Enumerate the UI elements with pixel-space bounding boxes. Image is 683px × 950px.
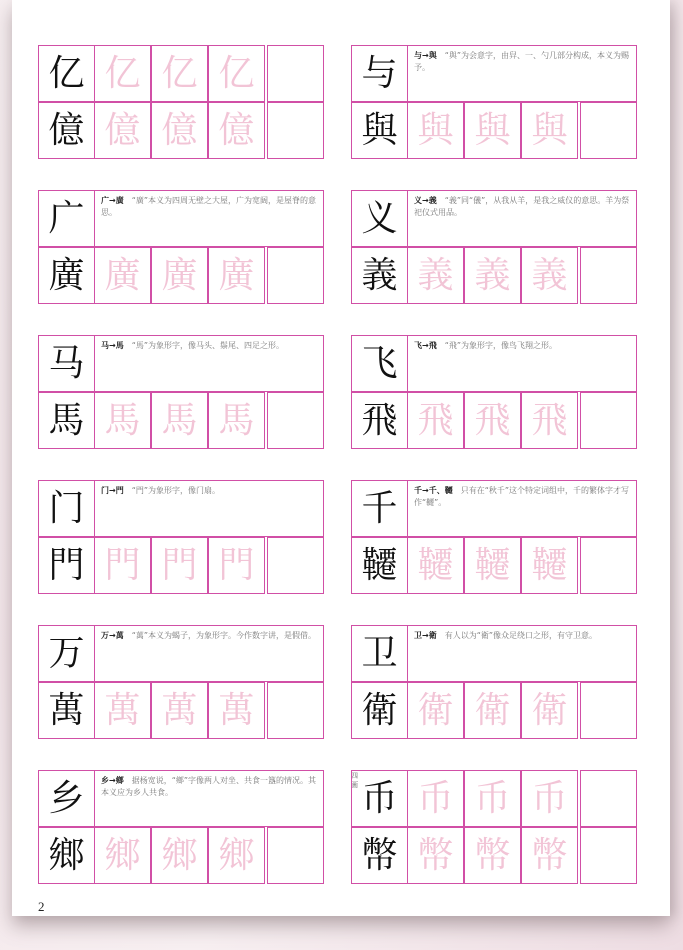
trace-char: 萬 xyxy=(151,682,208,739)
model-char-simplified: 门 xyxy=(38,480,95,537)
trace-char: 萬 xyxy=(94,682,151,739)
trace-char: 币 xyxy=(407,770,464,827)
simplified-row xyxy=(351,335,637,392)
model-char-traditional: 衛 xyxy=(351,682,408,739)
etymology-note xyxy=(407,480,637,537)
trace-char: 萬 xyxy=(208,682,265,739)
model-char-traditional: 馬 xyxy=(38,392,95,449)
model-char-simplified: 币 xyxy=(351,770,408,827)
note-text: “與”为会意字，由舁、一、勺几部分构成，本义为赐予。 xyxy=(414,51,629,72)
empty-practice-cell[interactable] xyxy=(580,682,637,739)
note-text: 据杨宽说，“鄉”字像两人对坐、共食一簋的情况。其本义应为乡人共食。 xyxy=(101,776,316,797)
note-heading: 马→馬 xyxy=(101,341,124,350)
empty-practice-cell[interactable] xyxy=(267,102,324,159)
etymology-note xyxy=(94,335,324,392)
note-text: “馬”为象形字，像马头、鬃尾、四足之形。 xyxy=(131,341,284,350)
traditional-row xyxy=(38,102,324,159)
simplified-row xyxy=(38,480,324,537)
trace-char: 億 xyxy=(94,102,151,159)
trace-char: 韆 xyxy=(407,537,464,594)
trace-char: 鄉 xyxy=(94,827,151,884)
simplified-row xyxy=(351,770,637,827)
note-heading: 门→門 xyxy=(101,486,124,495)
simplified-row xyxy=(38,190,324,247)
traditional-row xyxy=(351,392,637,449)
note-heading: 广→廣 xyxy=(101,196,124,205)
trace-char: 亿 xyxy=(208,45,265,102)
etymology-note xyxy=(407,335,637,392)
trace-char: 廣 xyxy=(151,247,208,304)
etymology-note xyxy=(94,625,324,682)
model-char-simplified: 义 xyxy=(351,190,408,247)
stroke-count-label: 四画 xyxy=(351,772,358,789)
note-text: 有人以为“衛”像众足绕口之形，有守卫意。 xyxy=(444,631,597,640)
model-char-traditional: 鄉 xyxy=(38,827,95,884)
empty-practice-cell[interactable] xyxy=(580,247,637,304)
simplified-row xyxy=(38,770,324,827)
traditional-row xyxy=(38,392,324,449)
trace-char: 幣 xyxy=(464,827,521,884)
model-char-traditional: 廣 xyxy=(38,247,95,304)
simplified-row xyxy=(38,45,324,102)
traditional-row xyxy=(38,247,324,304)
trace-char: 鄉 xyxy=(208,827,265,884)
trace-char: 衛 xyxy=(521,682,578,739)
empty-practice-cell[interactable] xyxy=(580,770,637,827)
model-char-traditional: 幣 xyxy=(351,827,408,884)
empty-practice-cell[interactable] xyxy=(267,682,324,739)
practice-block-yi-righteousness xyxy=(351,190,637,304)
etymology-note xyxy=(407,45,637,102)
trace-char: 韆 xyxy=(521,537,578,594)
model-char-traditional: 飛 xyxy=(351,392,408,449)
model-char-simplified: 亿 xyxy=(38,45,95,102)
note-heading: 卫→衛 xyxy=(414,631,437,640)
note-text: “飛”为象形字，像鸟飞翔之形。 xyxy=(444,341,557,350)
practice-block-bi xyxy=(351,770,637,884)
etymology-note xyxy=(94,190,324,247)
model-char-simplified: 卫 xyxy=(351,625,408,682)
trace-char: 義 xyxy=(407,247,464,304)
etymology-note xyxy=(94,770,324,827)
empty-practice-cell[interactable] xyxy=(267,827,324,884)
trace-char: 與 xyxy=(407,102,464,159)
model-char-simplified: 与 xyxy=(351,45,408,102)
trace-char: 門 xyxy=(208,537,265,594)
note-text: “義”同“儀”，从我从羊，是我之威仪的意思。羊为祭祀仪式用品。 xyxy=(414,196,630,217)
model-char-simplified: 千 xyxy=(351,480,408,537)
trace-char: 亿 xyxy=(94,45,151,102)
traditional-row xyxy=(351,537,637,594)
trace-char: 馬 xyxy=(151,392,208,449)
trace-char: 幣 xyxy=(407,827,464,884)
practice-block-guang xyxy=(38,190,324,304)
etymology-note xyxy=(94,480,324,537)
note-heading: 乡→鄉 xyxy=(101,776,124,785)
practice-block-yi xyxy=(38,45,324,159)
trace-char: 衛 xyxy=(464,682,521,739)
trace-char: 廣 xyxy=(208,247,265,304)
trace-char: 飛 xyxy=(407,392,464,449)
workbook-page xyxy=(12,0,670,916)
trace-char: 亿 xyxy=(151,45,208,102)
model-char-simplified: 万 xyxy=(38,625,95,682)
model-char-traditional: 門 xyxy=(38,537,95,594)
practice-block-ma xyxy=(38,335,324,449)
note-text: “萬”本义为蝎子，为象形字。今作数字讲，是假借。 xyxy=(131,631,316,640)
trace-char: 與 xyxy=(521,102,578,159)
model-char-traditional: 韆 xyxy=(351,537,408,594)
empty-practice-cell[interactable] xyxy=(580,827,637,884)
trace-char: 幣 xyxy=(521,827,578,884)
model-char-simplified: 马 xyxy=(38,335,95,392)
practice-block-wei xyxy=(351,625,637,739)
page-number: 2 xyxy=(38,899,45,914)
trace-char: 億 xyxy=(151,102,208,159)
etymology-note xyxy=(407,190,637,247)
trace-char: 門 xyxy=(94,537,151,594)
trace-char: 飛 xyxy=(521,392,578,449)
trace-char: 馬 xyxy=(94,392,151,449)
trace-char: 币 xyxy=(521,770,578,827)
practice-block-xiang xyxy=(38,770,324,884)
empty-practice-cell[interactable] xyxy=(580,392,637,449)
simplified-row xyxy=(351,480,637,537)
trace-char: 币 xyxy=(464,770,521,827)
empty-practice-cell[interactable] xyxy=(267,537,324,594)
note-heading: 与→與 xyxy=(414,51,437,60)
model-char-simplified: 飞 xyxy=(351,335,408,392)
empty-practice-cell[interactable] xyxy=(267,247,324,304)
trace-char: 門 xyxy=(151,537,208,594)
empty-practice-cell[interactable] xyxy=(267,45,324,102)
model-char-simplified: 广 xyxy=(38,190,95,247)
model-char-simplified: 乡 xyxy=(38,770,95,827)
note-text: “廣”本义为四周无壁之大屋，广为宽阔，是屋脊的意思。 xyxy=(101,196,316,217)
traditional-row xyxy=(351,827,637,884)
note-heading: 义→義 xyxy=(414,196,437,205)
trace-char: 義 xyxy=(521,247,578,304)
traditional-row xyxy=(38,537,324,594)
empty-practice-cell[interactable] xyxy=(580,102,637,159)
practice-block-qian xyxy=(351,480,637,594)
trace-char: 韆 xyxy=(464,537,521,594)
simplified-row xyxy=(351,625,637,682)
empty-practice-cell[interactable] xyxy=(580,537,637,594)
simplified-row xyxy=(351,45,637,102)
simplified-row xyxy=(38,335,324,392)
etymology-note xyxy=(407,625,637,682)
empty-practice-cell[interactable] xyxy=(267,392,324,449)
practice-block-wan xyxy=(38,625,324,739)
traditional-row xyxy=(351,102,637,159)
simplified-row xyxy=(38,625,324,682)
note-text: “門”为象形字，像门扇。 xyxy=(131,486,220,495)
trace-char: 與 xyxy=(464,102,521,159)
trace-char: 義 xyxy=(464,247,521,304)
traditional-row xyxy=(351,682,637,739)
simplified-row xyxy=(351,190,637,247)
note-text: 只有在“秋千”这个特定词组中，千的繁体字才写作“韆”。 xyxy=(414,486,629,507)
model-char-traditional: 與 xyxy=(351,102,408,159)
traditional-row xyxy=(351,247,637,304)
practice-block-fei xyxy=(351,335,637,449)
trace-char: 衛 xyxy=(407,682,464,739)
practice-block-yu xyxy=(351,45,637,159)
traditional-row xyxy=(38,682,324,739)
note-heading: 飞→飛 xyxy=(414,341,437,350)
trace-char: 廣 xyxy=(94,247,151,304)
model-char-traditional: 億 xyxy=(38,102,95,159)
trace-char: 鄉 xyxy=(151,827,208,884)
practice-block-men xyxy=(38,480,324,594)
note-heading: 千→千、韆 xyxy=(414,486,453,495)
note-heading: 万→萬 xyxy=(101,631,124,640)
trace-char: 億 xyxy=(208,102,265,159)
trace-char: 馬 xyxy=(208,392,265,449)
model-char-traditional: 萬 xyxy=(38,682,95,739)
traditional-row xyxy=(38,827,324,884)
model-char-traditional: 義 xyxy=(351,247,408,304)
trace-char: 飛 xyxy=(464,392,521,449)
